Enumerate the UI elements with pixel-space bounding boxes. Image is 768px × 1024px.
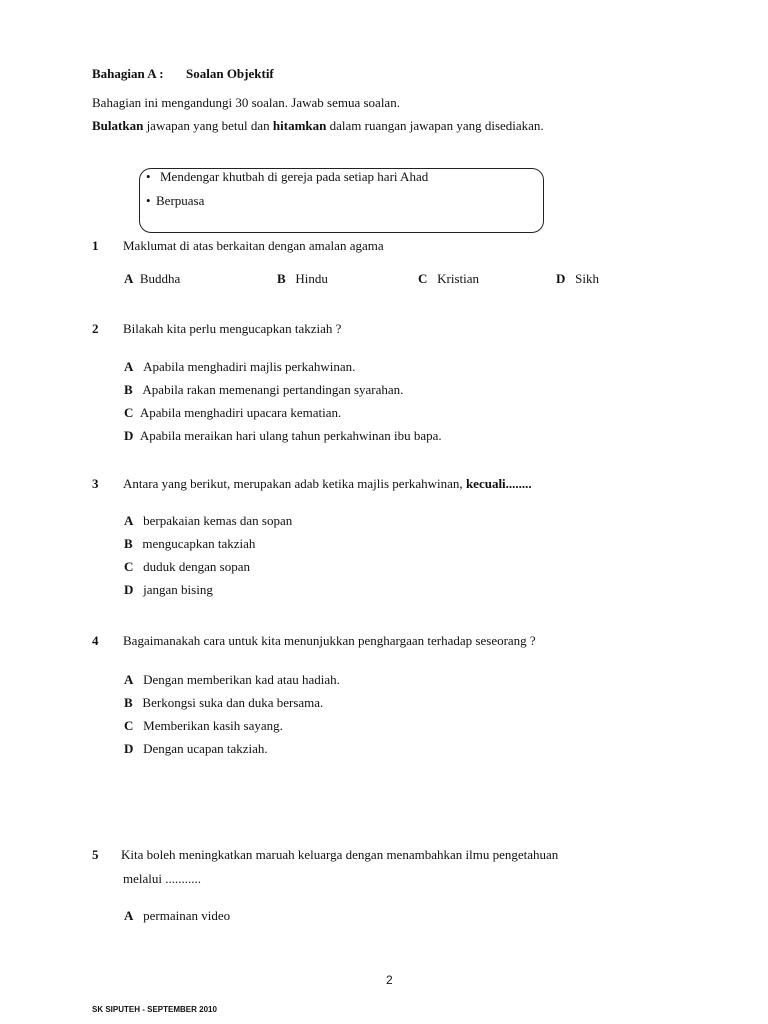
option-letter: C (418, 271, 428, 286)
bullet-icon: • (146, 169, 151, 184)
question-text: Maklumat di atas berkaitan dengan amalan agama (123, 238, 384, 253)
info-box-item-2-text: Berpuasa (156, 193, 205, 208)
option-c[interactable] (124, 405, 341, 421)
option-text: Hindu (295, 271, 328, 286)
option-d[interactable] (124, 428, 442, 444)
option-a[interactable] (124, 359, 355, 375)
question-number: 1 (92, 238, 99, 253)
option-letter: D (124, 741, 134, 756)
option-b[interactable] (124, 695, 323, 711)
option-letter: A (124, 359, 134, 374)
option-text: Kristian (437, 271, 480, 286)
option-letter: A (124, 271, 134, 286)
option-text: berpakaian kemas dan sopan (143, 513, 293, 528)
option-letter: A (124, 672, 134, 687)
question-number: 4 (92, 633, 99, 648)
option-letter: D (124, 428, 134, 443)
option-letter: A (124, 513, 134, 528)
option-text: Dengan memberikan kad atau hadiah. (143, 672, 340, 687)
option-text: Apabila rakan memenangi pertandingan syarahan. (142, 382, 404, 397)
instruction-text (92, 118, 544, 134)
option-a[interactable] (124, 513, 292, 529)
option-d[interactable] (124, 741, 268, 757)
instruction-bold-2: hitamkan (272, 118, 327, 133)
option-d[interactable] (124, 582, 213, 598)
option-letter: C (124, 559, 134, 574)
option-b[interactable] (124, 536, 255, 552)
question-text-main: Antara yang berikut, merupakan adab ketika majlis perkahwinan, (123, 476, 466, 491)
option-text: Apabila menghadiri majlis perkahwinan. (143, 359, 356, 374)
option-text: jangan bising (143, 582, 213, 597)
option-b[interactable] (124, 382, 403, 398)
info-box (139, 168, 544, 233)
option-a[interactable] (124, 271, 180, 287)
option-letter: C (124, 718, 134, 733)
section-title: Soalan Objektif (186, 66, 274, 81)
option-letter: D (124, 582, 134, 597)
page-number: 2 (386, 973, 393, 987)
option-letter: B (124, 536, 133, 551)
bullet-icon: • (146, 193, 151, 208)
question-number: 2 (92, 321, 99, 336)
info-box-item-2 (146, 193, 204, 209)
option-text: Buddha (139, 271, 181, 286)
question-text-continued: melalui ........... (123, 871, 201, 886)
option-text: Dengan ucapan takziah. (143, 741, 268, 756)
option-text: Sikh (575, 271, 599, 286)
section-label: Bahagian A : (92, 66, 164, 81)
option-text: Apabila menghadiri upacara kematian. (139, 405, 342, 420)
option-text: mengucapkan takziah (142, 536, 256, 551)
option-letter: B (124, 695, 133, 710)
option-letter: B (124, 382, 133, 397)
option-c[interactable] (418, 271, 479, 287)
option-c[interactable] (124, 718, 283, 734)
option-a[interactable] (124, 908, 230, 924)
option-b[interactable] (277, 271, 328, 287)
option-text: Apabila meraikan hari ulang tahun perkahwinan ibu bapa. (139, 428, 442, 443)
option-text: Berkongsi suka dan duka bersama. (142, 695, 324, 710)
option-a[interactable] (124, 672, 340, 688)
instruction-part-2: dalam ruangan jawapan yang disediakan. (326, 118, 544, 133)
question-text: Bilakah kita perlu mengucapkan takziah ? (123, 321, 342, 336)
option-letter: B (277, 271, 286, 286)
instruction-bold-1: Bulatkan (92, 118, 144, 133)
info-box-item-1 (146, 169, 428, 185)
question-text: Kita boleh meningkatkan maruah keluarga dengan menambahkan ilmu pengetahuan (121, 847, 559, 862)
option-letter: D (556, 271, 566, 286)
footer-text: SK SIPUTEH - SEPTEMBER 2010 (92, 1005, 217, 1014)
info-box-item-1-text: Mendengar khutbah di gereja pada setiap hari Ahad (160, 169, 429, 184)
question-text-emphasis: kecuali........ (465, 476, 532, 491)
option-text: duduk dengan sopan (143, 559, 251, 574)
question-text: Bagaimanakah cara untuk kita menunjukkan penghargaan terhadap seseorang ? (123, 633, 536, 648)
intro-text: Bahagian ini mengandungi 30 soalan. Jawab semua soalan. (92, 95, 400, 110)
option-text: Memberikan kasih sayang. (143, 718, 283, 733)
question-text (123, 476, 532, 492)
option-letter: C (124, 405, 134, 420)
option-text: permainan video (143, 908, 231, 923)
question-number: 3 (92, 476, 99, 491)
question-number: 5 (92, 847, 99, 862)
option-c[interactable] (124, 559, 250, 575)
option-letter: A (124, 908, 134, 923)
instruction-part-1: jawapan yang betul dan (143, 118, 273, 133)
option-d[interactable] (556, 271, 599, 287)
